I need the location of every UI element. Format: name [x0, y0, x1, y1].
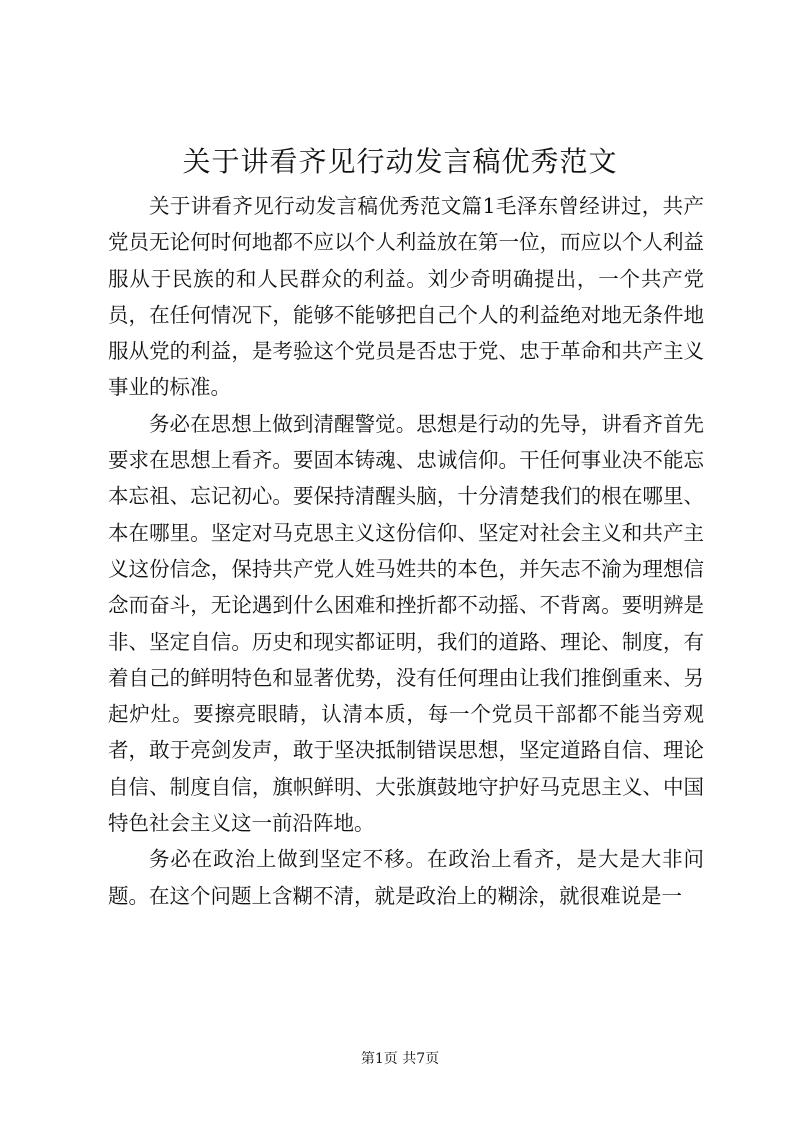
paragraph-3: 务必在政治上做到坚定不移。在政治上看齐，是大是大非问题。在这个问题上含糊不清，就是政治上的糊涂，就很难说是一: [108, 847, 704, 908]
paragraph-2: 务必在思想上做到清醒警觉。思想是行动的先导，讲看齐首先要求在思想上看齐。要固本铸魂、忠诚信仰。干任何事业决不能忘本忘祖、忘记初心。要保持清醒头脑，十分清楚我们的根在哪里、本在哪里。坚定对马克思主义这份信仰、坚定对社会主义和共产主义这份信念，保持共产党人姓马姓共的本色，并矢志不渝为理想信念而奋斗，无论遇到什么困难和挫折都不动摇、不背离。要明辨是非、坚定自信。历史和现实都证明，我们的道路、理论、制度，有着自己的鲜明特色和显著优势，没有任何理由让我们推倒重来、另起炉灶。要擦亮眼睛，认清本质，每一个党员干部都不能当旁观者，敢于亮剑发声，敢于坚决抵制错误思想，坚定道路自信、理论自信、制度自信，旗帜鲜明、大张旗鼓地守护好马克思主义、中国特色社会主义这一前沿阵地。: [108, 411, 704, 836]
document-body: [108, 188, 704, 914]
document-title: 关于讲看齐见行动发言稿优秀范文: [182, 145, 618, 178]
paragraph-1: 关于讲看齐见行动发言稿优秀范文篇1毛泽东曾经讲过，共产党员无论何时何地都不应以个人利益放在第一位，而应以个人利益服从于民族的和人民群众的利益。刘少奇明确提出，一个共产党员，在任何情况下，能够不能够把自己个人的利益绝对地无条件地服从党的利益，是考验这个党员是否忠于党、忠于革命和共产主义事业的标准。: [108, 194, 704, 400]
page-number-footer: 第1页 共7页: [360, 1051, 440, 1067]
